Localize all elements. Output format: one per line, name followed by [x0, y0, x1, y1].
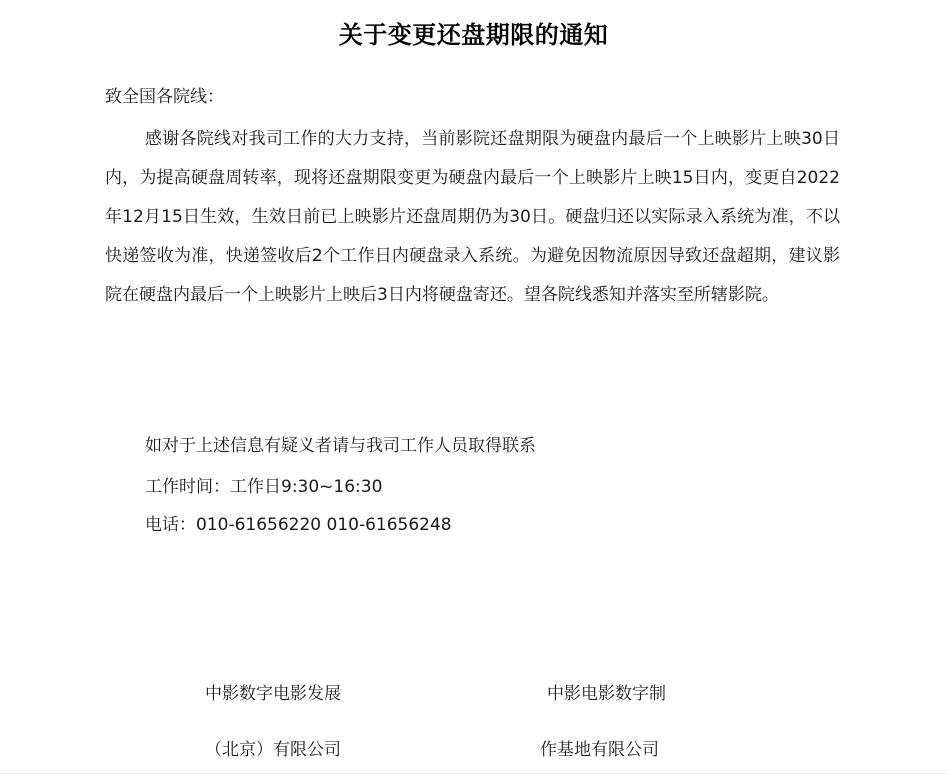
- phone-numbers: 电话：010-61656220 010-61656248: [145, 515, 452, 535]
- contact-intro: 如对于上述信息有疑义者请与我司工作人员取得联系: [145, 436, 536, 456]
- signature-right-line1: 中影电影数字制: [547, 684, 666, 704]
- notice-title: 关于变更还盘期限的通知: [338, 20, 609, 49]
- bottom-divider: [0, 773, 947, 774]
- signature-right-line2: 作基地有限公司: [540, 740, 659, 760]
- working-hours: 工作时间：工作日9:30~16:30: [145, 477, 383, 497]
- salutation: 致全国各院线：: [105, 87, 224, 107]
- signature-left-line1: 中影数字电影发展: [205, 684, 341, 704]
- notice-body: 感谢各院线对我司工作的大力支持，当前影院还盘期限为硬盘内最后一个上映影片上映30日内，为提高硬盘周转率，现将还盘期限变更为硬盘内最后一个上映影片上映15日内，变更自2022年12月15日生效，生效日前已上映影片还盘周期仍为30日。硬盘归还以实际录入系统为准，不以快递签收为准，快递签收后2个工作日内硬盘录入系统。为避免因物流原因导致还盘超期，建议影院在硬盘内最后一个上映影片上映后3日内将硬盘寄还。望各院线悉知并落实至所辖影院。: [105, 129, 840, 305]
- signature-left-line2: （北京）有限公司: [205, 740, 341, 760]
